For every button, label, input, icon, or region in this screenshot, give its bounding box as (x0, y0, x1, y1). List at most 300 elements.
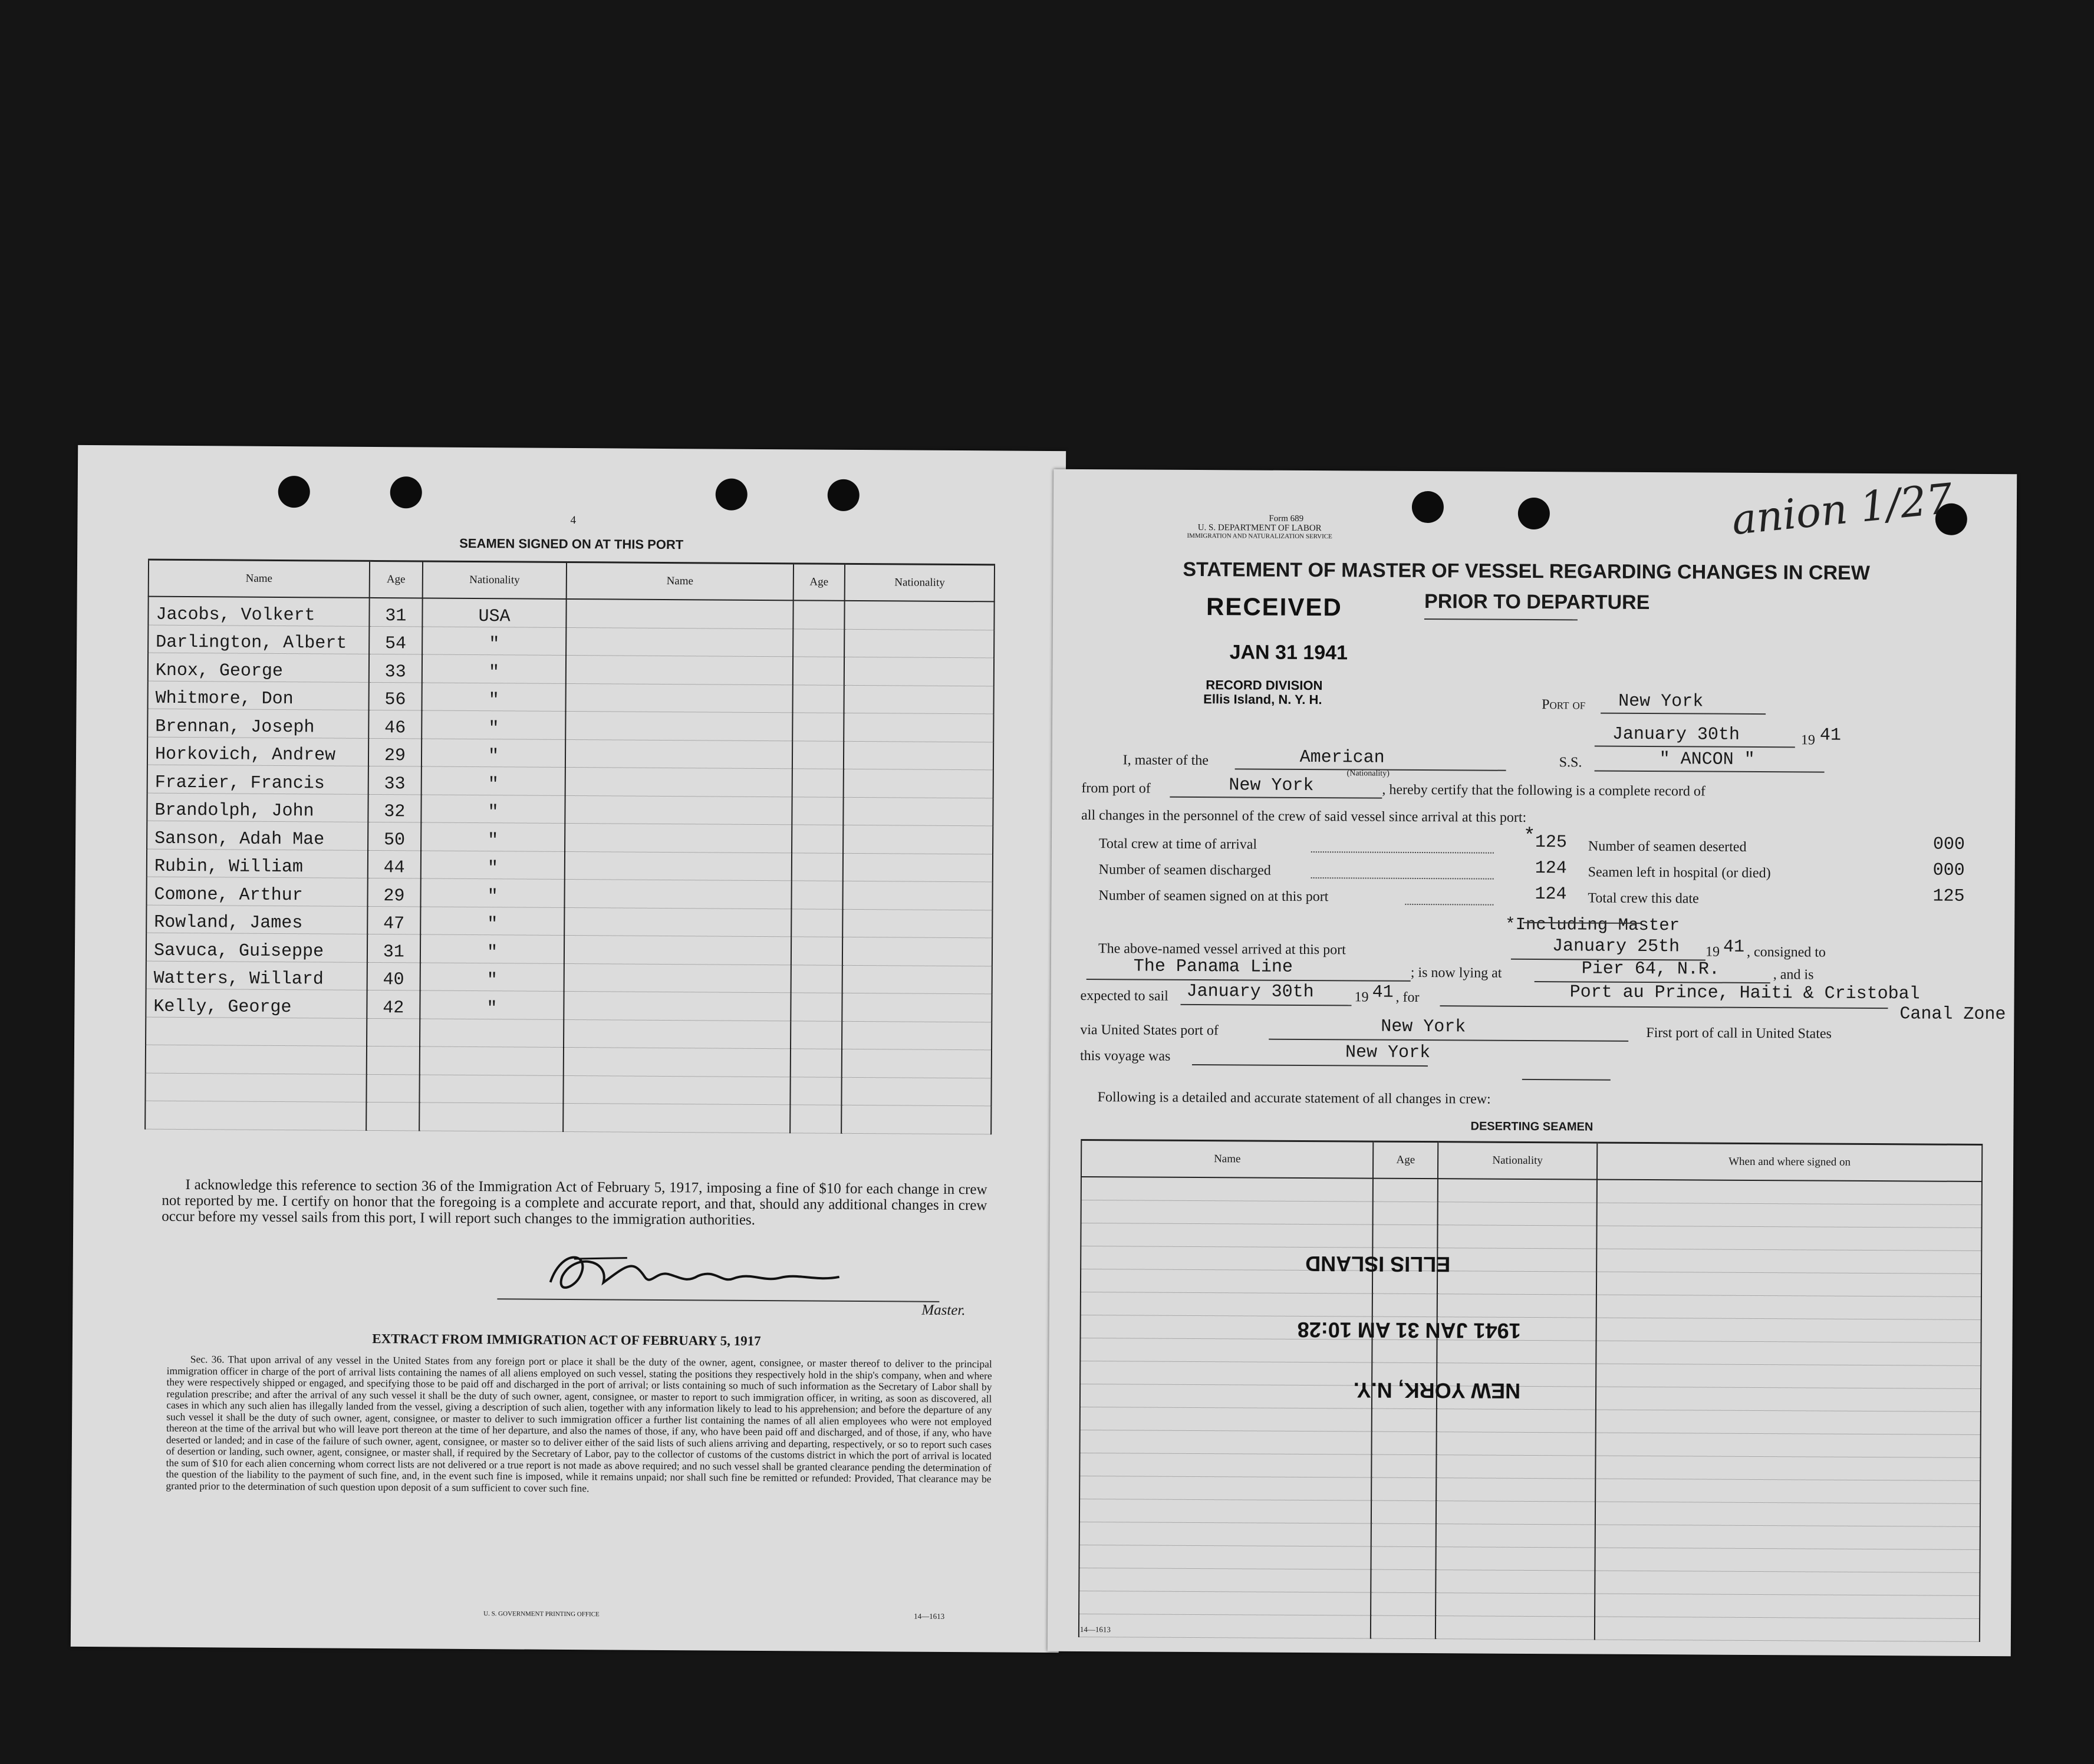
cell-nationality (419, 1074, 564, 1103)
empty-cell (565, 767, 792, 797)
destination-value: Port au Prince, Haiti & Cristobal (1569, 982, 1920, 1005)
cell-nationality: " (422, 710, 566, 739)
date-year: 41 (1819, 725, 1842, 746)
cell-name: Kelly, George (146, 989, 367, 1018)
empty-cell (1372, 1294, 1437, 1317)
department-name: U. S. DEPARTMENT OF LABOR (1197, 523, 1322, 534)
cell-nationality: " (422, 682, 566, 711)
empty-cell (1437, 1340, 1596, 1364)
master-of-label: I, master of the (1122, 752, 1209, 769)
handwritten-note: anion 1/27 (1729, 474, 1955, 545)
empty-cell (793, 628, 845, 657)
table-row (146, 961, 992, 994)
for-label: , for (1395, 989, 1420, 1005)
stat-value: 125 (1932, 886, 1965, 907)
stat-label: Number of seamen deserted (1588, 838, 1747, 855)
table-row (146, 933, 992, 966)
voyage-port: New York (1345, 1042, 1431, 1064)
empty-cell (842, 1105, 992, 1134)
empty-cell (844, 797, 993, 826)
table-row (147, 737, 993, 770)
cell-nationality (419, 1102, 564, 1131)
arrived-label: The above-named vessel arrived at this port (1098, 941, 1346, 958)
cell-age: 33 (369, 654, 422, 682)
punch-hole (828, 479, 860, 511)
table-header (1081, 1140, 1982, 1181)
empty-cell (791, 909, 843, 937)
pier-value: Pier 64, N.R. (1581, 959, 1720, 980)
empty-cell (565, 907, 791, 937)
expected-label: expected to sail (1080, 988, 1168, 1004)
stat-value: 124 (1535, 858, 1567, 879)
empty-cell (842, 965, 992, 994)
empty-cell (791, 965, 842, 993)
stat-value: 000 (1932, 834, 1965, 855)
empty-cell (565, 739, 792, 769)
deserting-title: DESERTING SEAMEN (1470, 1120, 1593, 1134)
empty-cell (844, 685, 994, 714)
arrived-year: 41 (1723, 937, 1745, 957)
cell-name: Frazier, Francis (147, 765, 368, 794)
page-number: 4 (570, 514, 577, 527)
received-stamp: RECEIVED (1206, 593, 1342, 621)
cell-age (366, 1074, 419, 1102)
empty-cell (1372, 1340, 1437, 1363)
ss-label: S.S. (1559, 755, 1582, 771)
ellis-island-stamp (1002, 1251, 1521, 1403)
empty-cell (1435, 1616, 1595, 1640)
form-code: 14—1613 (914, 1611, 945, 1621)
empty-cell (790, 1105, 842, 1133)
punch-hole (1412, 491, 1444, 523)
printing-office: U. S. GOVERNMENT PRINTING OFFICE (483, 1610, 600, 1618)
via-port: New York (1381, 1016, 1466, 1038)
empty-cell (1595, 1456, 1980, 1480)
including-master: *Including Master (1505, 914, 1680, 936)
and-is-label: , and is (1773, 967, 1814, 983)
table-row (148, 653, 994, 686)
field-line (1601, 713, 1766, 715)
cell-nationality (419, 1046, 564, 1075)
empty-cell (1437, 1271, 1596, 1295)
acknowledgement-text: I acknowledge this reference to section 36 of the Immigration Act of February 5, 1917, imposing a fine of $10 for each change in crew not reported by me. I certify on honor that the foregoing is a complete and accurate report, and that, should any additional changes in crew occur before my vessel sails from this port, I will report such changes to the immigration authorities. (162, 1177, 987, 1228)
empty-cell (1436, 1501, 1595, 1525)
empty-cell (790, 1077, 842, 1105)
table-row (147, 765, 993, 798)
empty-cell (1437, 1248, 1596, 1272)
following-text: Following is a detailed and accurate statement of all changes in crew: (1097, 1090, 1491, 1107)
empty-cell (793, 600, 845, 629)
empty-cell (1371, 1546, 1436, 1570)
empty-cell (1372, 1431, 1437, 1455)
cell-name: Whitmore, Don (148, 681, 369, 710)
empty-cell (844, 629, 994, 658)
column-header: Name (567, 562, 794, 600)
empty-cell (1596, 1410, 1981, 1434)
asterisk-mark: * (1523, 825, 1536, 848)
empty-cell (1436, 1478, 1595, 1502)
cell-age: 29 (367, 878, 420, 906)
empty-cell (1372, 1454, 1437, 1478)
table-row (147, 849, 993, 882)
cell-name (146, 1017, 367, 1046)
cell-age (366, 1102, 419, 1130)
cell-age: 50 (368, 822, 421, 850)
empty-cell (843, 881, 993, 910)
empty-cell (1596, 1318, 1981, 1342)
table-row (148, 597, 994, 630)
empty-cell (1373, 1179, 1438, 1202)
column-header: When and where signed on (1597, 1143, 1982, 1182)
cell-name (146, 1045, 367, 1074)
empty-cell (1079, 1591, 1371, 1615)
cell-age: 31 (369, 598, 422, 627)
empty-cell (791, 853, 843, 881)
empty-cell (1373, 1225, 1438, 1248)
table-row (148, 625, 994, 658)
from-port-value: New York (1229, 775, 1314, 797)
empty-cell (842, 937, 992, 966)
column-header: Nationality (845, 564, 995, 601)
empty-cell (1596, 1387, 1981, 1411)
cell-name: Brennan, Joseph (147, 709, 368, 738)
extract-text: Sec. 36. That upon arrival of any vessel in the United States from any foreign port or place it shall be the duty of the owner, agent, consignee, or master thereof to deliver to the principal immigration officer in charge of the port of arrival lists containing the names of all aliens employed on such vessel, stating the positions they respectively hold in the ship's company, when and where they were respectively shipped or engaged, and specifying those to be paid off and discharged in the port of arrival; or lists containing so much of such information as the Secretary of Labor shall by regulation prescribe; and after the arrival of any such vessel it shall be the duty of such owner, agent, consignee, or master to report to such immigration officer, in writing, as soon as discovered, all cases in which any such alien has illegally landed from the vessel, giving a description of such alien, together with any information likely to lead to his apprehension; and before the departure of any such vessel it shall be the duty of such owner, agent, consignee, or master to deliver to such immigration officer a further list containing the names of all alien employees who were not employed thereon at the time of the arrival but who will leave port thereon at the time of her departure, and also the names of those, if any, who have been paid off and discharged, and of those, if any, who have deserted or landed; and in case of the failure of such owner, agent, consignee, or master so to deliver either of the said lists of such aliens arriving and departing, respectively, or so to report such cases of desertion or landing, such owner, agent, consignee, or master shall, if required by the Secretary of Labor, pay to the collector of customs of the customs district in which the port of arrival is located the sum of $10 for each alien concerning whom correct lists are not delivered or a true report is not made as above required; and no such vessel shall be granted clearance pending the determination of the question of the liability to the payment of such fine, and, in the event such fine is imposed, while it remains unpaid; nor shall such fine be remitted or refunded: Provided, That clearance may be granted prior to the determination of such question upon deposit of a sum sufficient to cover such fine. (166, 1353, 992, 1494)
form-title: STATEMENT OF MASTER OF VESSEL REGARDING CHANGES IN CREW (1183, 558, 1870, 584)
cell-age: 42 (367, 990, 420, 1018)
punch-hole (1518, 498, 1550, 529)
column-header: Name (149, 560, 370, 598)
stat-label: Seamen left in hospital (or died) (1588, 864, 1771, 881)
empty-cell (565, 823, 791, 853)
empty-cell (1081, 1200, 1374, 1225)
empty-cell (791, 937, 842, 965)
cell-name (145, 1101, 366, 1130)
cell-name: Rubin, William (147, 849, 368, 878)
empty-cell (1081, 1223, 1373, 1248)
date-year-prefix: 19 (1800, 732, 1815, 748)
empty-cell (1595, 1571, 1980, 1595)
empty-cell (1595, 1502, 1980, 1526)
cell-name: Horkovich, Andrew (147, 737, 368, 766)
empty-cell (1436, 1524, 1595, 1548)
empty-cell (1373, 1202, 1438, 1225)
empty-cell (1438, 1225, 1597, 1249)
signed-on-title: SEAMEN SIGNED ON AT THIS PORT (459, 535, 684, 552)
empty-cell (1436, 1455, 1595, 1479)
empty-cell (843, 825, 993, 854)
destination-value-2: Canal Zone (1899, 1004, 2006, 1025)
empty-cell (792, 713, 844, 741)
stat-label: Number of seamen signed on at this port (1098, 888, 1329, 905)
leader-dots (1311, 877, 1494, 880)
cell-nationality: " (420, 878, 565, 907)
cell-name: Jacobs, Volkert (148, 597, 369, 626)
received-stamp-division: RECORD DIVISION (1206, 677, 1323, 693)
empty-cell (791, 881, 843, 909)
empty-cell (842, 1049, 992, 1078)
field-line (1440, 1005, 1888, 1009)
right-page (1048, 469, 2017, 1657)
cell-nationality: " (421, 850, 565, 879)
received-stamp-date: JAN 31 1941 (1229, 641, 1348, 664)
empty-cell (564, 991, 791, 1021)
column-header: Age (1373, 1141, 1438, 1179)
cell-nationality: " (422, 626, 567, 655)
empty-cell (1371, 1615, 1435, 1639)
master-label: Master. (921, 1302, 966, 1319)
column-header: Age (370, 561, 423, 598)
cell-nationality: " (420, 962, 564, 991)
empty-cell (1436, 1547, 1595, 1571)
empty-cell (844, 741, 993, 770)
empty-cell (791, 1021, 842, 1049)
empty-cell (1371, 1477, 1436, 1501)
stamp-line-1: NEW YORK, N.Y. (1353, 1378, 1521, 1403)
cell-name (145, 1073, 366, 1102)
consigned-label: , consigned to (1746, 944, 1826, 960)
empty-cell (1595, 1479, 1980, 1503)
table-row (147, 709, 993, 742)
form-code-right: 14—1613 (1079, 1624, 1111, 1634)
consignee-value: The Panama Line (1133, 956, 1293, 978)
field-line (1181, 1004, 1352, 1006)
nationality-value: American (1299, 747, 1385, 768)
vessel-name: " ANCON " (1659, 749, 1755, 770)
empty-cell (1596, 1272, 1981, 1296)
signed-on-table (144, 559, 995, 1134)
received-stamp-location: Ellis Island, N. Y. H. (1203, 692, 1322, 707)
empty-cell (1079, 1522, 1372, 1546)
empty-cell (1081, 1177, 1374, 1202)
cell-age (367, 1046, 420, 1074)
empty-cell (844, 657, 994, 686)
empty-cell (790, 1049, 842, 1077)
empty-cell (1438, 1179, 1597, 1203)
certify-text: , hereby certify that the following is a complete record of (1382, 782, 1706, 799)
field-line (1595, 771, 1825, 773)
service-name: IMMIGRATION AND NATURALIZATION SERVICE (1187, 532, 1332, 541)
column-header: Nationality (1438, 1142, 1597, 1180)
empty-cell (1595, 1525, 1980, 1549)
empty-cell (842, 1021, 992, 1050)
empty-cell (1596, 1203, 1981, 1227)
cell-name: Darlington, Albert (148, 625, 369, 654)
port-label: Port of (1542, 697, 1586, 713)
empty-cell (844, 769, 993, 798)
empty-cell (566, 655, 792, 684)
date-day: January 30th (1612, 724, 1740, 745)
empty-cell (844, 713, 994, 742)
cell-name: Comone, Arthur (146, 877, 367, 906)
stat-label: Total crew at time of arrival (1098, 836, 1257, 853)
empty-cell (792, 684, 844, 713)
cell-age: 54 (369, 626, 422, 654)
table-row (1079, 1614, 1980, 1641)
empty-cell (1081, 1292, 1373, 1317)
stat-value: 000 (1932, 860, 1965, 881)
empty-cell (1595, 1617, 1980, 1641)
cell-nationality: " (420, 934, 565, 963)
extract-title: EXTRACT FROM IMMIGRATION ACT OF FEBRUARY 5, 1917 (372, 1331, 761, 1349)
column-header: Nationality (422, 561, 567, 599)
stat-label: Total crew this date (1588, 890, 1699, 907)
stat-label: Number of seamen discharged (1098, 862, 1271, 878)
table-row (147, 793, 993, 826)
cell-nationality (420, 1018, 564, 1047)
sail-date: January 30th (1186, 981, 1314, 1003)
empty-cell (566, 627, 792, 657)
cell-age: 46 (368, 710, 422, 738)
empty-cell (1079, 1453, 1372, 1477)
leader-dots (1405, 904, 1493, 906)
first-port-label: First port of call in United States (1646, 1025, 1832, 1042)
stat-value: 125 (1535, 832, 1568, 853)
empty-cell (565, 795, 792, 825)
form-number: Form 689 (1269, 514, 1304, 524)
empty-cell (1595, 1594, 1980, 1618)
cell-name: Brandolph, John (147, 793, 368, 822)
cell-nationality: " (420, 906, 565, 935)
cell-nationality: " (421, 794, 565, 823)
cell-name: Sanson, Adah Mae (147, 821, 368, 850)
cell-nationality: " (420, 990, 564, 1019)
empty-cell (1371, 1592, 1435, 1616)
empty-cell (1437, 1294, 1596, 1318)
field-line (1192, 1064, 1428, 1067)
empty-cell (565, 879, 791, 909)
voyage-label: this voyage was (1079, 1048, 1171, 1064)
empty-cell (845, 601, 995, 630)
left-page (71, 445, 1066, 1653)
stamp-line-2: 1941 JAN 31 AM 10:28 (1297, 1317, 1521, 1343)
cell-age: 31 (367, 934, 420, 962)
field-line (1086, 979, 1411, 982)
cell-age: 44 (368, 850, 421, 878)
punch-hole (278, 476, 310, 508)
empty-cell (565, 851, 791, 881)
empty-cell (564, 1019, 790, 1049)
table-row (147, 821, 993, 854)
empty-cell (1435, 1570, 1595, 1594)
certify-text-2: all changes in the personnel of the crew of said vessel since arrival at this port: (1081, 807, 1527, 825)
arrived-date: January 25th (1552, 936, 1680, 957)
empty-cell (792, 825, 844, 853)
column-header: Age (793, 564, 845, 601)
table-row (146, 877, 992, 910)
cell-name: Savuca, Guiseppe (146, 933, 367, 962)
cell-age: 32 (368, 794, 421, 822)
empty-cell (1595, 1548, 1980, 1572)
empty-cell (566, 683, 792, 713)
empty-cell (1079, 1545, 1372, 1569)
port-value: New York (1618, 691, 1704, 712)
empty-cell (564, 1075, 790, 1105)
empty-cell (567, 599, 793, 628)
lying-label: ; is now lying at (1410, 965, 1502, 981)
empty-cell (1597, 1180, 1982, 1205)
stat-value: 124 (1535, 884, 1567, 905)
cell-nationality: USA (422, 598, 567, 627)
field-line (1595, 746, 1795, 748)
empty-cell (792, 741, 844, 769)
table-row (148, 681, 994, 714)
empty-cell (842, 993, 992, 1022)
empty-cell (1079, 1476, 1372, 1500)
empty-cell (564, 935, 791, 965)
empty-cell (1437, 1409, 1596, 1433)
empty-cell (1079, 1568, 1371, 1592)
cell-age (367, 1018, 420, 1046)
empty-cell (1596, 1364, 1981, 1388)
cell-age: 56 (368, 682, 422, 710)
empty-cell (792, 657, 844, 685)
empty-cell (1596, 1295, 1981, 1319)
empty-cell (843, 853, 993, 882)
field-line (1170, 797, 1382, 799)
cell-nationality: " (421, 822, 565, 851)
empty-cell (1371, 1569, 1436, 1593)
punch-hole (716, 479, 748, 511)
empty-cell (1596, 1249, 1981, 1273)
empty-cell (1438, 1202, 1597, 1226)
field-line (1522, 1079, 1611, 1081)
empty-cell (1371, 1500, 1436, 1524)
form-subtitle: PRIOR TO DEPARTURE (1424, 590, 1650, 614)
empty-cell (843, 909, 993, 938)
empty-cell (1596, 1341, 1981, 1365)
master-signature (538, 1241, 845, 1308)
empty-cell (842, 1077, 992, 1106)
empty-cell (564, 1103, 790, 1133)
cell-nationality: " (422, 738, 566, 767)
deserting-table (1078, 1139, 1983, 1642)
empty-cell (791, 993, 842, 1021)
empty-cell (1595, 1433, 1980, 1457)
from-port-label: from port of (1081, 780, 1151, 797)
arrived-year-prefix: 19 (1705, 944, 1720, 960)
empty-cell (792, 769, 844, 797)
empty-cell (566, 711, 792, 741)
via-label: via United States port of (1080, 1022, 1219, 1039)
empty-cell (1080, 1407, 1372, 1431)
empty-cell (1435, 1593, 1595, 1617)
cell-age: 47 (367, 906, 420, 934)
empty-cell (1372, 1408, 1437, 1432)
cell-age: 29 (368, 738, 422, 766)
sail-year-prefix: 19 (1354, 989, 1369, 1005)
stamp-line-3: ELLIS ISLAND (1305, 1251, 1451, 1277)
field-line (1269, 1039, 1628, 1042)
empty-cell (1079, 1614, 1371, 1638)
cell-name: Watters, Willard (146, 961, 367, 990)
empty-cell (1437, 1432, 1596, 1456)
punch-hole (390, 476, 422, 508)
empty-cell (792, 797, 844, 825)
empty-cell (1371, 1523, 1436, 1547)
cell-nationality: " (421, 766, 565, 795)
subtitle-underline (1424, 618, 1578, 620)
cell-name: Rowland, James (146, 905, 367, 934)
empty-cell (1080, 1430, 1372, 1454)
column-header: Name (1081, 1140, 1374, 1178)
table-row (146, 989, 992, 1022)
empty-cell (564, 963, 791, 993)
leader-dots (1311, 851, 1494, 854)
empty-cell (1596, 1226, 1981, 1250)
cell-name: Knox, George (148, 653, 369, 682)
table-header (149, 560, 995, 601)
sail-year: 41 (1372, 982, 1394, 1003)
